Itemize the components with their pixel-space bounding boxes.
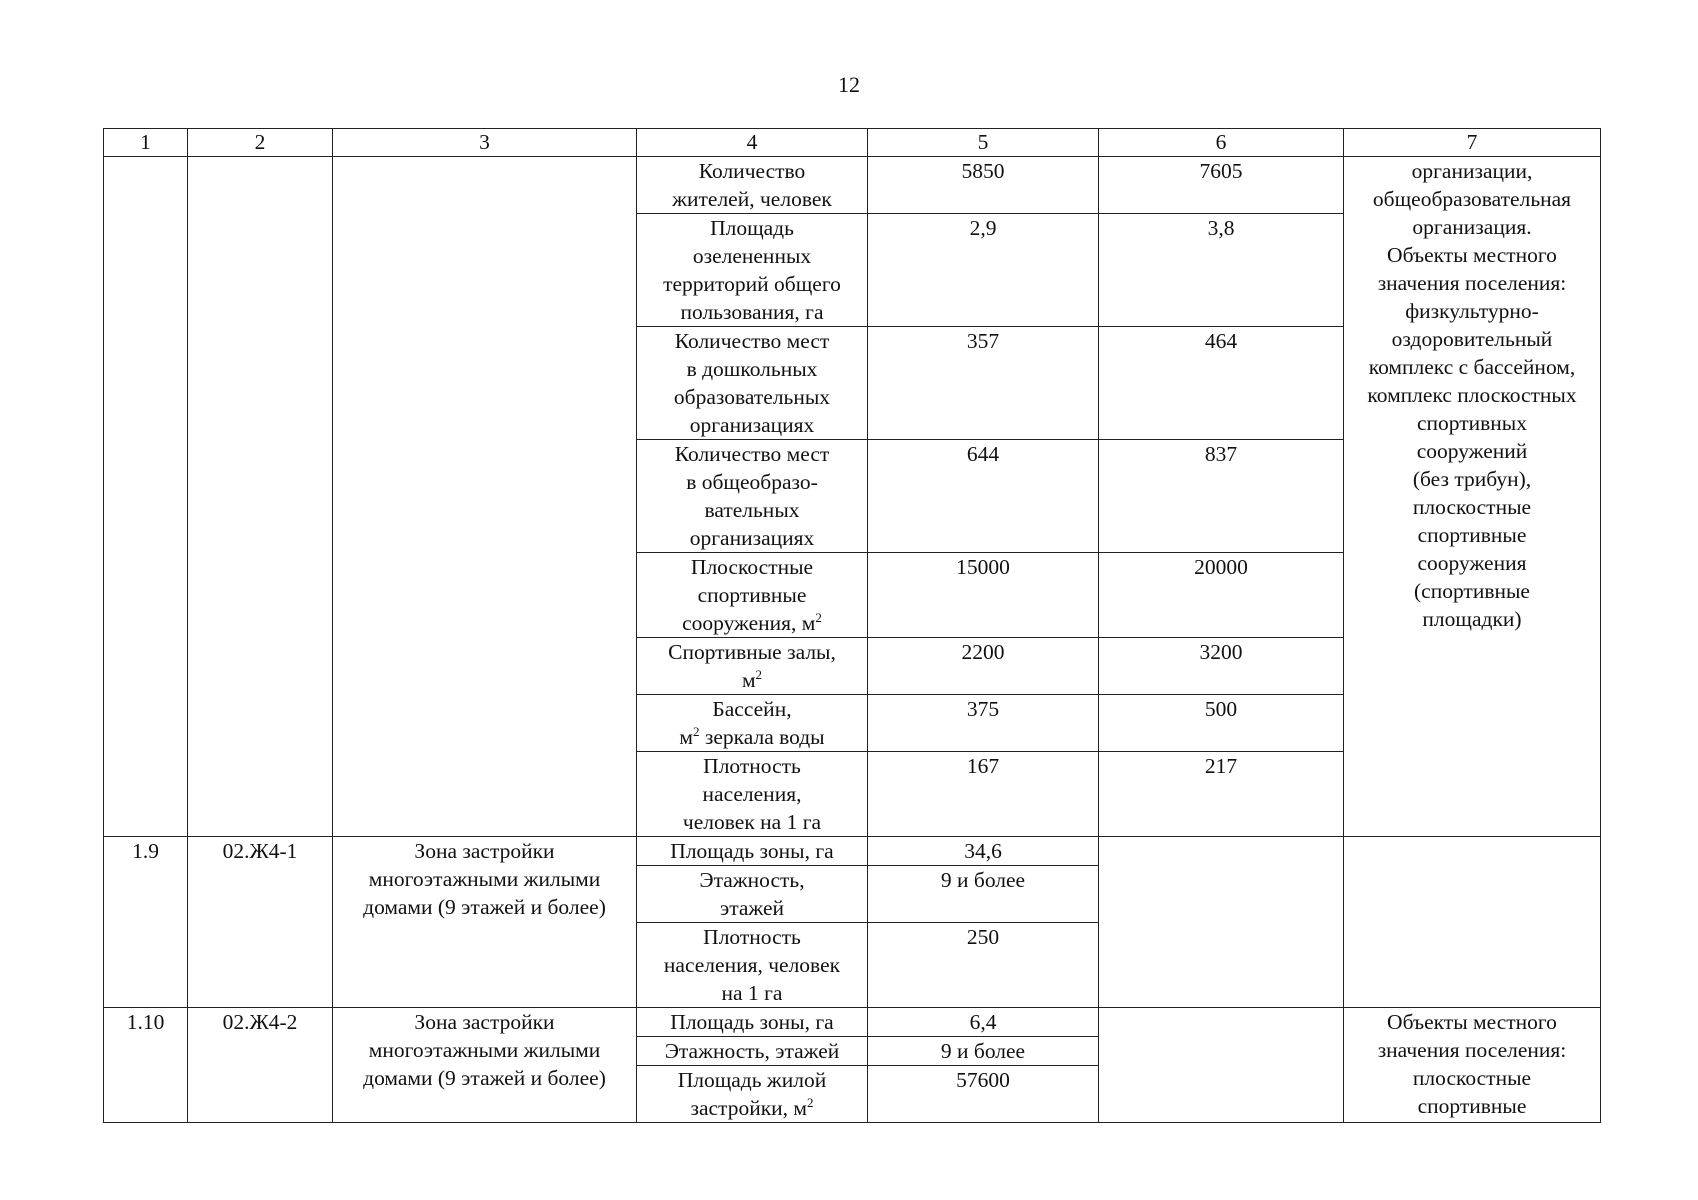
zone-name-cell: Зона застройки многоэтажными жилыми домами (9 этажей и более) [333,837,637,1008]
value-col5: 357 [868,327,1099,440]
value-col6: 3,8 [1099,214,1344,327]
indicator-label: Этажность, этажей [637,866,868,923]
value-col5: 2,9 [868,214,1099,327]
indicator-label: Площадь зоны, га [637,1008,868,1037]
value-col5: 9 и более [868,866,1099,923]
indicator-label-text: Площадь жилой застройки, м [677,1068,827,1120]
value-col6: 3200 [1099,638,1344,695]
objects-note-cell: Объекты местного значения поселения: плоскостные спортивные [1344,1008,1601,1123]
value-col6: 837 [1099,440,1344,553]
value-col5: 15000 [868,553,1099,638]
header-cell: 7 [1344,129,1601,157]
table-row [104,1008,1601,1037]
zone-name-cell: Зона застройки многоэтажными жилыми домами (9 этажей и более) [333,1008,637,1123]
value-col6 [1099,1008,1344,1123]
indicator-label [637,553,868,638]
value-col5: 167 [868,752,1099,837]
header-cell: 6 [1099,129,1344,157]
zone-code-cell: 02.Ж4-1 [188,837,333,1008]
indicator-label: Площадь зоны, га [637,837,868,866]
superscript: 2 [755,667,763,682]
superscript: 2 [807,1095,814,1110]
indicator-label: Площадь озелененных территорий общего пользования, га [637,214,868,327]
value-col6 [1099,837,1344,1008]
value-col5: 644 [868,440,1099,553]
indicator-label-text: Плоскостные спортивные сооружения, м [682,555,816,635]
zone-code-cell: 02.Ж4-2 [188,1008,333,1123]
indicator-label: Количество мест в дошкольных образовательных организациях [637,327,868,440]
zone-name-cell [333,157,637,837]
table-row [104,837,1601,866]
table-row [104,157,1601,214]
indicator-label [637,638,868,695]
value-col5: 34,6 [868,837,1099,866]
indicator-label [637,1066,868,1123]
objects-note-cell: организации, общеобразовательная организация. Объекты местного значения поселения: физкультурно- оздоровительный комплекс с бассейном, комплекс плоскостных спортивных сооружений (без трибун), плоскостные спортивные сооружения (спортивные площадки) [1344,157,1601,837]
indicator-label: Плотность населения, человек на 1 га [637,752,868,837]
zone-code-cell [188,157,333,837]
header-cell: 5 [868,129,1099,157]
value-col5: 57600 [868,1066,1099,1123]
value-col6: 500 [1099,695,1344,752]
zones-table [103,128,1601,1123]
superscript: 2 [692,724,700,739]
header-cell: 4 [637,129,868,157]
value-col5: 9 и более [868,1037,1099,1066]
item-number-cell: 1.9 [104,837,188,1008]
objects-note-cell [1344,837,1601,1008]
value-col5: 6,4 [868,1008,1099,1037]
value-col5: 375 [868,695,1099,752]
value-col5: 250 [868,923,1099,1008]
value-col6: 464 [1099,327,1344,440]
indicator-label: Количество жителей, человек [637,157,868,214]
indicator-label-text: зеркала воды [699,725,825,749]
item-number-cell [104,157,188,837]
superscript: 2 [815,610,822,625]
header-row [104,129,1601,157]
indicator-label: Плотность населения, человек на 1 га [637,923,868,1008]
header-cell: 3 [333,129,637,157]
page-number: 12 [838,72,860,97]
header-cell: 1 [104,129,188,157]
indicator-label [637,695,868,752]
indicator-label: Этажность, этажей [637,1037,868,1066]
header-cell: 2 [188,129,333,157]
indicator-label-text: Спортивные залы, м [668,640,836,692]
value-col6: 20000 [1099,553,1344,638]
value-col5: 2200 [868,638,1099,695]
indicator-label-text: Бассейн, м [679,697,792,749]
value-col5: 5850 [868,157,1099,214]
value-col6: 7605 [1099,157,1344,214]
item-number-cell: 1.10 [104,1008,188,1123]
indicator-label: Количество мест в общеобразо- вательных организациях [637,440,868,553]
value-col6: 217 [1099,752,1344,837]
